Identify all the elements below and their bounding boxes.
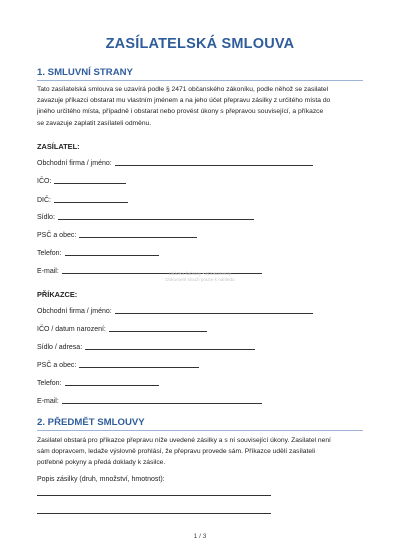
field-label: Sídlo: xyxy=(37,214,55,221)
page-number: 1 / 3 xyxy=(193,533,207,540)
shipment-description-label xyxy=(37,476,165,483)
prikazce-psc-field[interactable] xyxy=(37,362,199,369)
field-label: E-mail: xyxy=(37,268,59,275)
field-label: IČO / datum narození: xyxy=(37,326,106,333)
watermark-line: Dokument slouží pouze k náhledu xyxy=(165,277,235,282)
fill-line[interactable] xyxy=(115,312,313,314)
section-heading-subject: 2. PŘEDMĚT SMLOUVY xyxy=(37,417,145,428)
zasilatel-dic-field[interactable] xyxy=(37,197,128,204)
field-label: E-mail: xyxy=(37,398,59,405)
zasilatel-psc-field[interactable] xyxy=(37,232,197,239)
shipment-fill-line-2[interactable] xyxy=(37,513,271,514)
field-label: Popis zásilky (druh, množství, hmotnost): xyxy=(37,476,165,483)
intro-line: Tato zasílatelská smlouva se uzavírá podle § 2471 občanského zákoníku, podle něhož se zasilatel xyxy=(37,86,329,93)
zasilatel-name-field[interactable] xyxy=(37,160,313,167)
zasilatel-title: ZASÍLATEL: xyxy=(37,142,80,151)
intro-line: se zavazuje zaplatit zasílateli odměnu. xyxy=(37,119,152,127)
prikazce-title: PŘÍKAZCE: xyxy=(37,290,78,299)
fill-line[interactable] xyxy=(79,366,199,368)
intro-paragraph xyxy=(37,84,367,129)
fill-line[interactable] xyxy=(85,348,255,350)
fill-line[interactable] xyxy=(54,201,128,203)
field-label: Sídlo / adresa: xyxy=(37,344,83,351)
fill-line[interactable] xyxy=(109,330,207,332)
fill-line[interactable] xyxy=(79,236,197,238)
document-title: ZASÍLATELSKÁ SMLOUVA xyxy=(105,36,295,52)
fill-line[interactable] xyxy=(65,384,159,386)
prikazce-name-field[interactable] xyxy=(37,308,313,315)
section-rule xyxy=(37,430,363,431)
field-label: PSČ a obec: xyxy=(37,232,77,239)
fill-line[interactable] xyxy=(58,218,254,220)
field-label: Telefon: xyxy=(37,380,62,387)
watermark-line: Ukázka šablony • eDokumenty xyxy=(168,271,232,276)
prikazce-sidlo-field[interactable] xyxy=(37,344,255,351)
fill-line[interactable] xyxy=(65,254,159,256)
field-label: Obchodní firma / jméno: xyxy=(37,160,112,167)
fill-line[interactable] xyxy=(54,182,126,184)
section-rule xyxy=(37,80,363,81)
fill-line[interactable] xyxy=(115,164,313,166)
field-label: IČO: xyxy=(37,178,52,185)
zasilatel-telefon-field[interactable] xyxy=(37,250,159,257)
zasilatel-sidlo-field[interactable] xyxy=(37,214,254,221)
shipment-fill-line-1[interactable] xyxy=(37,495,271,496)
field-label: Obchodní firma / jméno: xyxy=(37,308,112,315)
subject-line: Zasilatel obstará pro příkazce přepravu níže uvedené zásilky a s ní související úkony. Zasilatel není xyxy=(37,437,331,444)
prikazce-ico-field[interactable] xyxy=(37,326,207,333)
intro-line: jiného určitého místa, případně i obstarat nebo provést úkony s přepravou související, a příkazce xyxy=(37,108,324,116)
zasilatel-ico-field[interactable] xyxy=(37,178,126,185)
subject-paragraph xyxy=(37,435,367,469)
prikazce-telefon-field[interactable] xyxy=(37,380,159,387)
field-label: Telefon: xyxy=(37,250,62,257)
subject-line: potřebné pokyny a předá doklady k zásilce. xyxy=(37,459,166,467)
fill-line[interactable] xyxy=(62,402,262,404)
field-label: PSČ a obec: xyxy=(37,362,77,369)
intro-line: zavazuje příkazci obstarat mu vlastním jménem a na jeho účet přepravu zásilky z určitého místa do xyxy=(37,97,331,105)
prikazce-email-field[interactable] xyxy=(37,398,262,405)
section-heading-parties: 1. SMLUVNÍ STRANY xyxy=(37,67,133,78)
field-label: DIČ: xyxy=(37,197,51,204)
subject-line: sám dopravcem, ledaže výslovně prohlásí, že přepravu provede sám. Příkazce udělí zasílateli xyxy=(37,448,316,456)
watermark-text xyxy=(140,271,260,283)
